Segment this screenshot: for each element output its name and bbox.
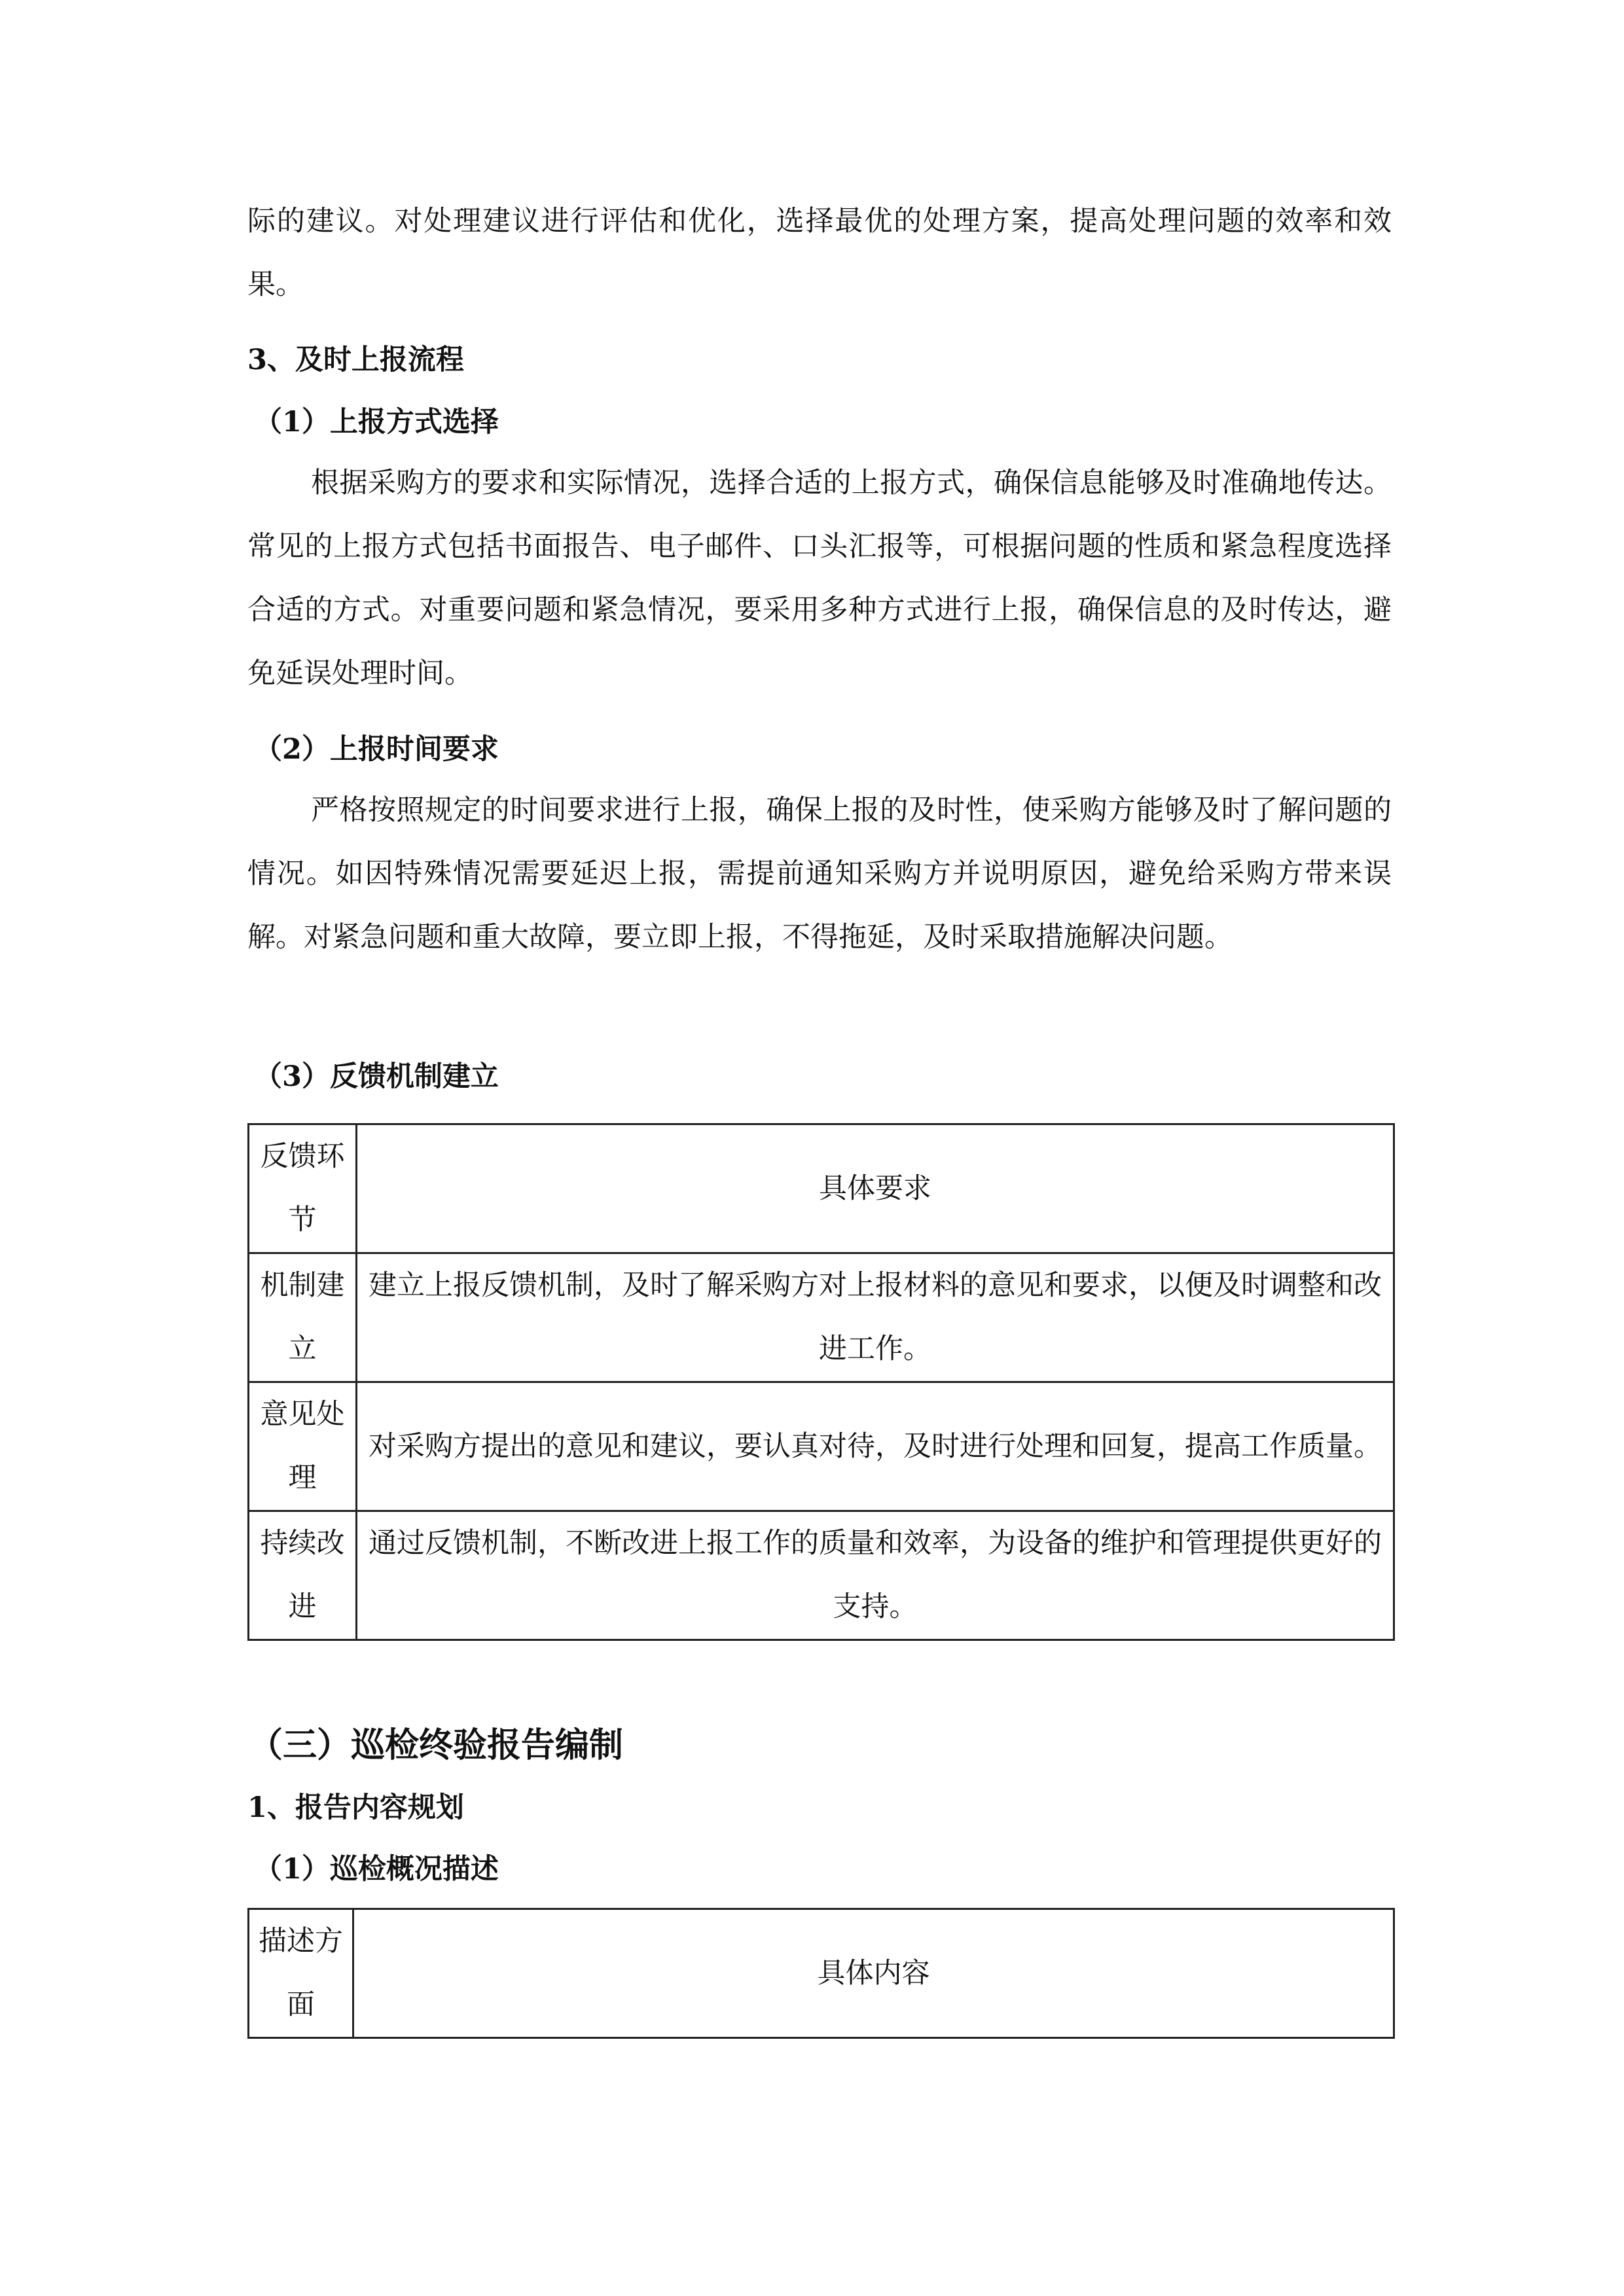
table-header-cell: 具体内容	[353, 1909, 1394, 2038]
table-header-row	[249, 1124, 1394, 1253]
table-row	[249, 1382, 1394, 1511]
intro-paragraph: 际的建议。对处理建议进行评估和优化，选择最优的处理方案，提高处理问题的效率和效果。	[247, 205, 1392, 301]
subsection-2-body: 严格按照规定的时间要求进行上报，确保上报的及时性，使采购方能够及时了解问题的情况。如因特殊情况需要延迟上报，需提前通知采购方并说明原因，避免给采购方带来误解。对紧急问题和重大故障，要立即上报，不得拖延，及时采取措施解决问题。	[247, 794, 1392, 954]
section-1-title: 1、报告内容规划	[247, 1791, 464, 1824]
table-header-cell: 具体要求	[357, 1124, 1394, 1253]
overview-table	[247, 1908, 1395, 2039]
table-cell-content: 通过反馈机制，不断改进上报工作的质量和效率，为设备的维护和管理提供更好的支持。	[357, 1511, 1394, 1640]
feedback-table	[247, 1123, 1395, 1641]
subsection-1-body: 根据采购方的要求和实际情况，选择合适的上报方式，确保信息能够及时准确地传达。常见的上报方式包括书面报告、电子邮件、口头汇报等，可根据问题的性质和紧急程度选择合适的方式。对重要问题和紧急情况，要采用多种方式进行上报，确保信息的及时传达，避免延误处理时间。	[247, 467, 1392, 690]
table-row	[249, 1253, 1394, 1382]
table-cell-label: 持续改进	[249, 1511, 357, 1640]
table-cell-label: 意见处理	[249, 1382, 357, 1511]
table-row	[249, 1511, 1394, 1640]
part-3-title: （三）巡检终验报告编制	[249, 1725, 624, 1765]
table-cell-content: 对采购方提出的意见和建议，要认真对待，及时进行处理和回复，提高工作质量。	[357, 1382, 1394, 1511]
table-cell-content: 建立上报反馈机制，及时了解采购方对上报材料的意见和要求，以便及时调整和改进工作。	[357, 1253, 1394, 1382]
subsection-1b-title: （1）巡检概况描述	[254, 1853, 499, 1886]
section-3-title: 3、及时上报流程	[247, 344, 464, 376]
table-cell-label: 机制建立	[249, 1253, 357, 1382]
subsection-1-title: （1）上报方式选择	[254, 406, 499, 439]
subsection-3-title: （3）反馈机制建立	[254, 1060, 499, 1093]
table-header-row	[249, 1909, 1394, 2038]
table-header-cell: 描述方面	[249, 1909, 353, 2038]
table-header-cell: 反馈环节	[249, 1124, 357, 1253]
subsection-2-title: （2）上报时间要求	[254, 733, 499, 766]
